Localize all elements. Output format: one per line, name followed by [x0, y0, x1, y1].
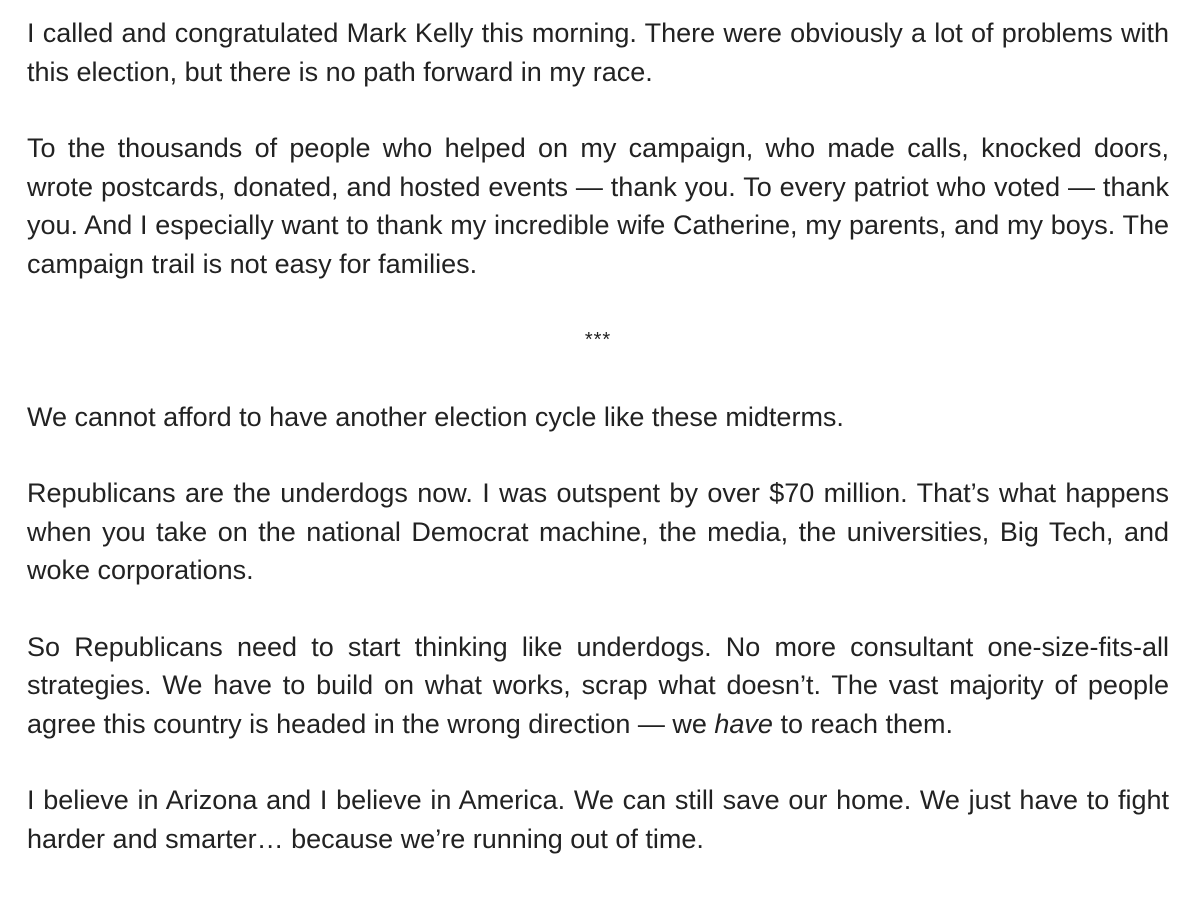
paragraph-strategy-text: So Republicans need to start thinking like underdogs. No more consultant one-size-fits-all strategies. We have to build on what works, scrap what doesn’t. The vast majority of people agree this country is headed in the wrong direction — we [27, 631, 1169, 739]
paragraph-concession: I called and congratulated Mark Kelly this morning. There were obviously a lot of problems with this election, but there is no path forward in my race. [27, 18, 1169, 87]
section-separator: *** [584, 329, 612, 351]
statement-document [27, 14, 1169, 858]
paragraph-thanks: To the thousands of people who helped on my campaign, who made calls, knocked doors, wrote postcards, donated, and hosted events — thank you. To every patriot who voted — thank you. And I especially want to thank my incredible wife Catherine, my parents, and my boys. The campaign trail is not easy for families. [27, 133, 1169, 279]
paragraph-strategy [27, 628, 1169, 744]
paragraph-strategy-end: to reach them. [772, 708, 954, 739]
paragraph-underdogs: Republicans are the underdogs now. I was outspent by over $70 million. That’s what happens when you take on the national Democrat machine, the media, the universities, Big Tech, and woke corporations. [27, 478, 1169, 585]
paragraph-closing: I believe in Arizona and I believe in America. We can still save our home. We just have to fight harder and smarter… because we’re running out of time. [27, 785, 1169, 854]
emphasis-have: have [714, 708, 773, 739]
paragraph-midterms: We cannot afford to have another election cycle like these midterms. [27, 401, 844, 432]
